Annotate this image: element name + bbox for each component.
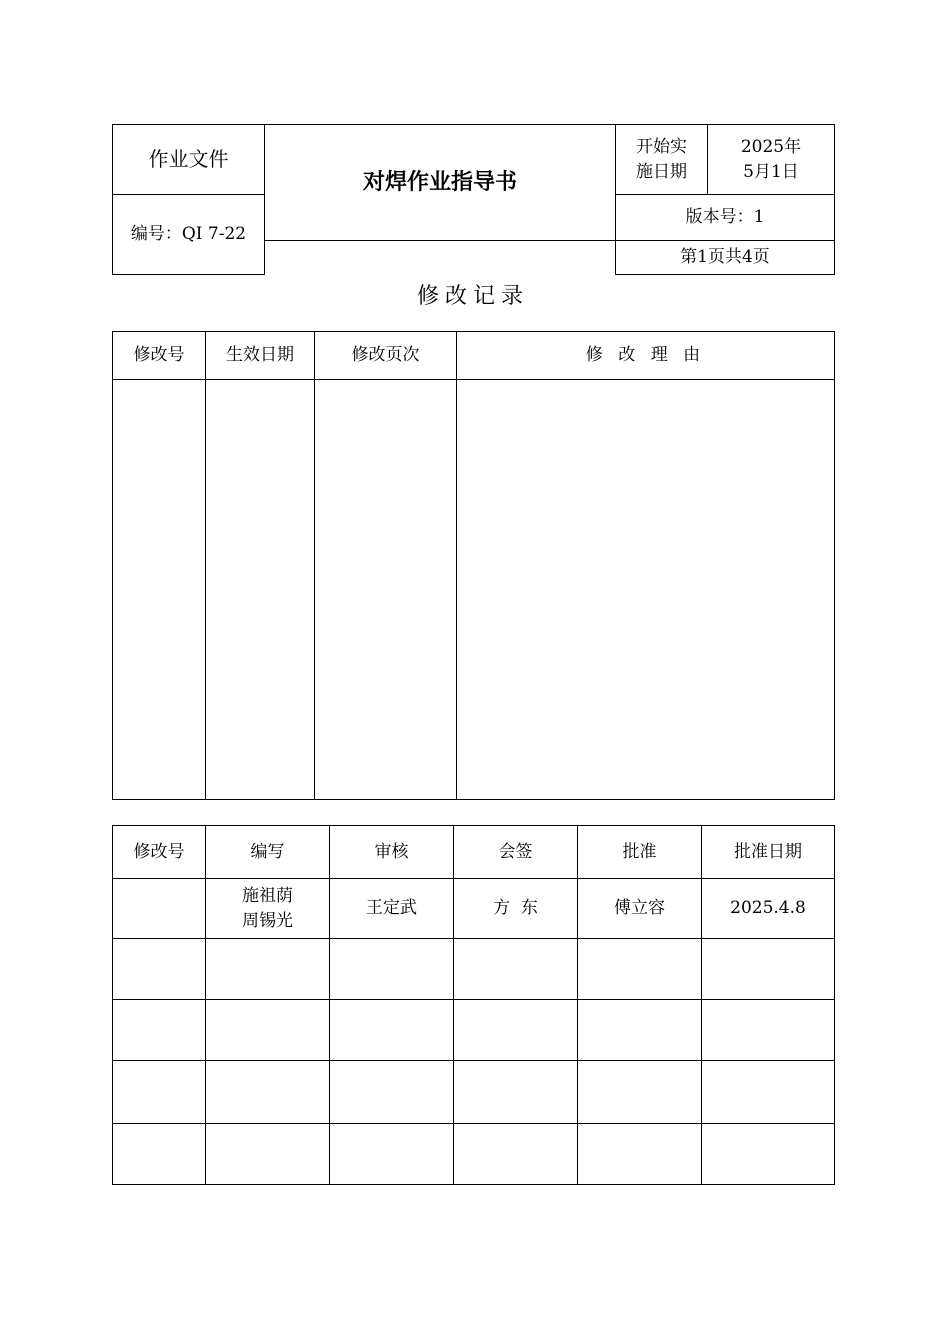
table-cell	[578, 939, 702, 1000]
table-cell	[206, 1124, 330, 1185]
col-approver: 批准	[578, 826, 702, 879]
approver-cell: 傅立容	[578, 879, 702, 939]
doc-type-cell	[113, 125, 265, 195]
table-cell	[330, 939, 454, 1000]
start-date-line1: 2025年	[740, 136, 802, 157]
col-approval-date: 批准日期	[702, 826, 835, 879]
table-cell	[206, 380, 315, 800]
revision-record-table	[112, 331, 835, 800]
document-header-table	[112, 124, 835, 275]
table-cell	[315, 380, 457, 800]
page-info: 第1页共4页	[680, 247, 770, 267]
revision-no-cell	[113, 879, 206, 939]
col-revision-no: 修改号	[113, 332, 206, 380]
table-cell	[206, 939, 330, 1000]
doc-code: 编号：QI 7-22	[130, 224, 247, 244]
col-effective-date: 生效日期	[206, 332, 315, 380]
table-cell	[702, 1000, 835, 1061]
table-cell	[454, 1124, 578, 1185]
doc-title-cell	[265, 125, 616, 241]
col-author: 编写	[206, 826, 330, 879]
reviewer-cell: 王定武	[330, 879, 454, 939]
table-row	[113, 1061, 835, 1124]
version-cell	[616, 195, 835, 241]
start-date-line2: 5月1日	[743, 161, 799, 182]
author-cell	[206, 879, 330, 939]
author-line2: 周锡光	[242, 910, 293, 931]
table-cell	[113, 939, 206, 1000]
approval-table	[112, 825, 835, 1185]
countersign-cell: 方 东	[454, 879, 578, 939]
table-cell	[578, 1124, 702, 1185]
revision-header-row	[113, 332, 835, 380]
doc-title: 对焊作业指导书	[362, 170, 517, 195]
table-row	[113, 1000, 835, 1061]
table-cell	[702, 1061, 835, 1124]
start-date-label-line1: 开始实	[636, 136, 687, 157]
author-line1: 施祖荫	[242, 885, 293, 906]
doc-code-cell	[113, 195, 265, 275]
approval-header-row	[113, 826, 835, 879]
table-cell	[702, 1124, 835, 1185]
table-cell	[330, 1000, 454, 1061]
version: 版本号：1	[685, 207, 765, 227]
table-row	[113, 939, 835, 1000]
table-cell	[206, 1000, 330, 1061]
table-cell	[454, 1000, 578, 1061]
col-revision-reason: 修 改 理 由	[457, 332, 835, 380]
table-cell	[113, 1061, 206, 1124]
approval-date-cell: 2025.4.8	[702, 879, 835, 939]
start-date-label-line2: 施日期	[636, 161, 687, 182]
table-row	[113, 879, 835, 939]
table-cell	[578, 1061, 702, 1124]
col-revised-pages: 修改页次	[315, 332, 457, 380]
revision-blank-row	[113, 380, 835, 800]
table-cell	[457, 380, 835, 800]
doc-type: 作业文件	[148, 147, 229, 171]
col-revision-no: 修改号	[113, 826, 206, 879]
col-countersign: 会签	[454, 826, 578, 879]
revision-record-title: 修改记录	[416, 284, 529, 309]
table-cell	[330, 1061, 454, 1124]
col-reviewer: 审核	[330, 826, 454, 879]
start-date-label-cell	[616, 125, 708, 195]
table-cell	[113, 380, 206, 800]
table-cell	[702, 939, 835, 1000]
table-cell	[578, 1000, 702, 1061]
table-cell	[206, 1061, 330, 1124]
title-spacer	[265, 241, 616, 275]
page-info-cell	[616, 241, 835, 275]
table-cell	[113, 1000, 206, 1061]
table-cell	[454, 939, 578, 1000]
table-cell	[454, 1061, 578, 1124]
start-date-cell	[708, 125, 835, 195]
table-cell	[113, 1124, 206, 1185]
table-cell	[330, 1124, 454, 1185]
table-row	[113, 1124, 835, 1185]
